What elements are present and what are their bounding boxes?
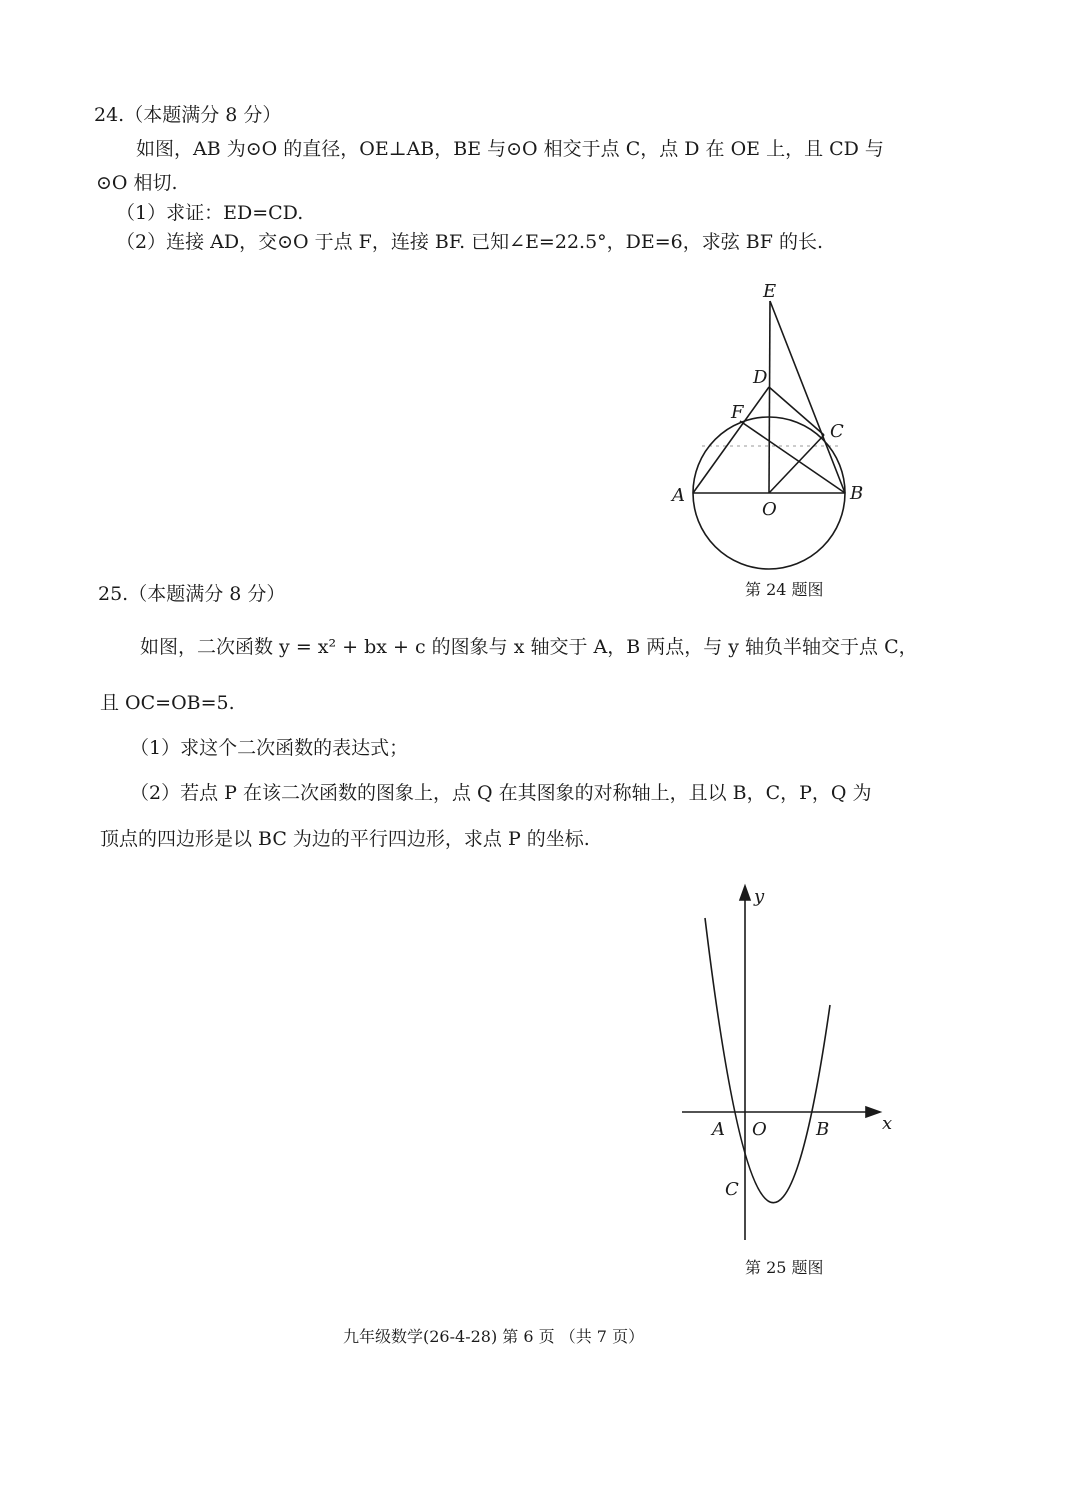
segment-dc (769, 387, 824, 435)
q25-figure (670, 880, 910, 1260)
q25-part2-line1: （2）若点 P 在该二次函数的图象上，点 Q 在其图象的对称轴上，且以 B，C，P，Q 为 (130, 782, 872, 804)
q25-figure-caption: 第 25 题图 (745, 1258, 824, 1277)
label-a: A (672, 485, 685, 506)
q25-stem-line2: 且 OC=OB=5. (100, 692, 235, 714)
q24-stem-line1: 如图，AB 为⊙O 的直径，OE⊥AB，BE 与⊙O 相交于点 C，点 D 在 OE 上，且 CD 与 (136, 138, 884, 160)
label-y: y (754, 886, 765, 907)
q24-stem-line2: ⊙O 相切. (96, 172, 178, 194)
label-f: F (731, 402, 744, 423)
label-x: x (882, 1113, 893, 1134)
q24-figure (660, 275, 880, 585)
q25-part2-line2: 顶点的四边形是以 BC 为边的平行四边形，求点 P 的坐标. (100, 828, 590, 850)
q24-header: 24.（本题满分 8 分） (94, 104, 282, 126)
label-d: D (753, 367, 768, 388)
q24-part2: （2）连接 AD，交⊙O 于点 F，连接 BF. 已知∠E=22.5°，DE=6，求弦 BF 的长. (116, 231, 824, 253)
segment-oc (769, 435, 824, 493)
label-c: C (830, 421, 844, 442)
q25-header: 25.（本题满分 8 分） (98, 583, 286, 605)
label-e: E (763, 281, 777, 302)
label-c: C (725, 1179, 739, 1200)
q25-part1: （1）求这个二次函数的表达式； (130, 737, 409, 759)
label-o: O (762, 499, 777, 520)
label-a: A (712, 1119, 725, 1140)
q24-part1: （1）求证：ED=CD. (116, 202, 304, 224)
segment-oe (769, 301, 770, 493)
page-footer: 九年级数学(26-4-28) 第 6 页 （共 7 页） (343, 1327, 645, 1346)
label-o: O (752, 1119, 767, 1140)
y-axis-arrow (740, 886, 750, 900)
label-b: B (850, 483, 864, 504)
q24-figure-caption: 第 24 题图 (745, 580, 824, 599)
label-b: B (816, 1119, 830, 1140)
x-axis-arrow (866, 1107, 880, 1117)
q25-stem-line1: 如图，二次函数 y = x² + bx + c 的图象与 x 轴交于 A，B 两点，与 y 轴负半轴交于点 C， (140, 636, 918, 658)
parabola-curve (705, 918, 830, 1203)
